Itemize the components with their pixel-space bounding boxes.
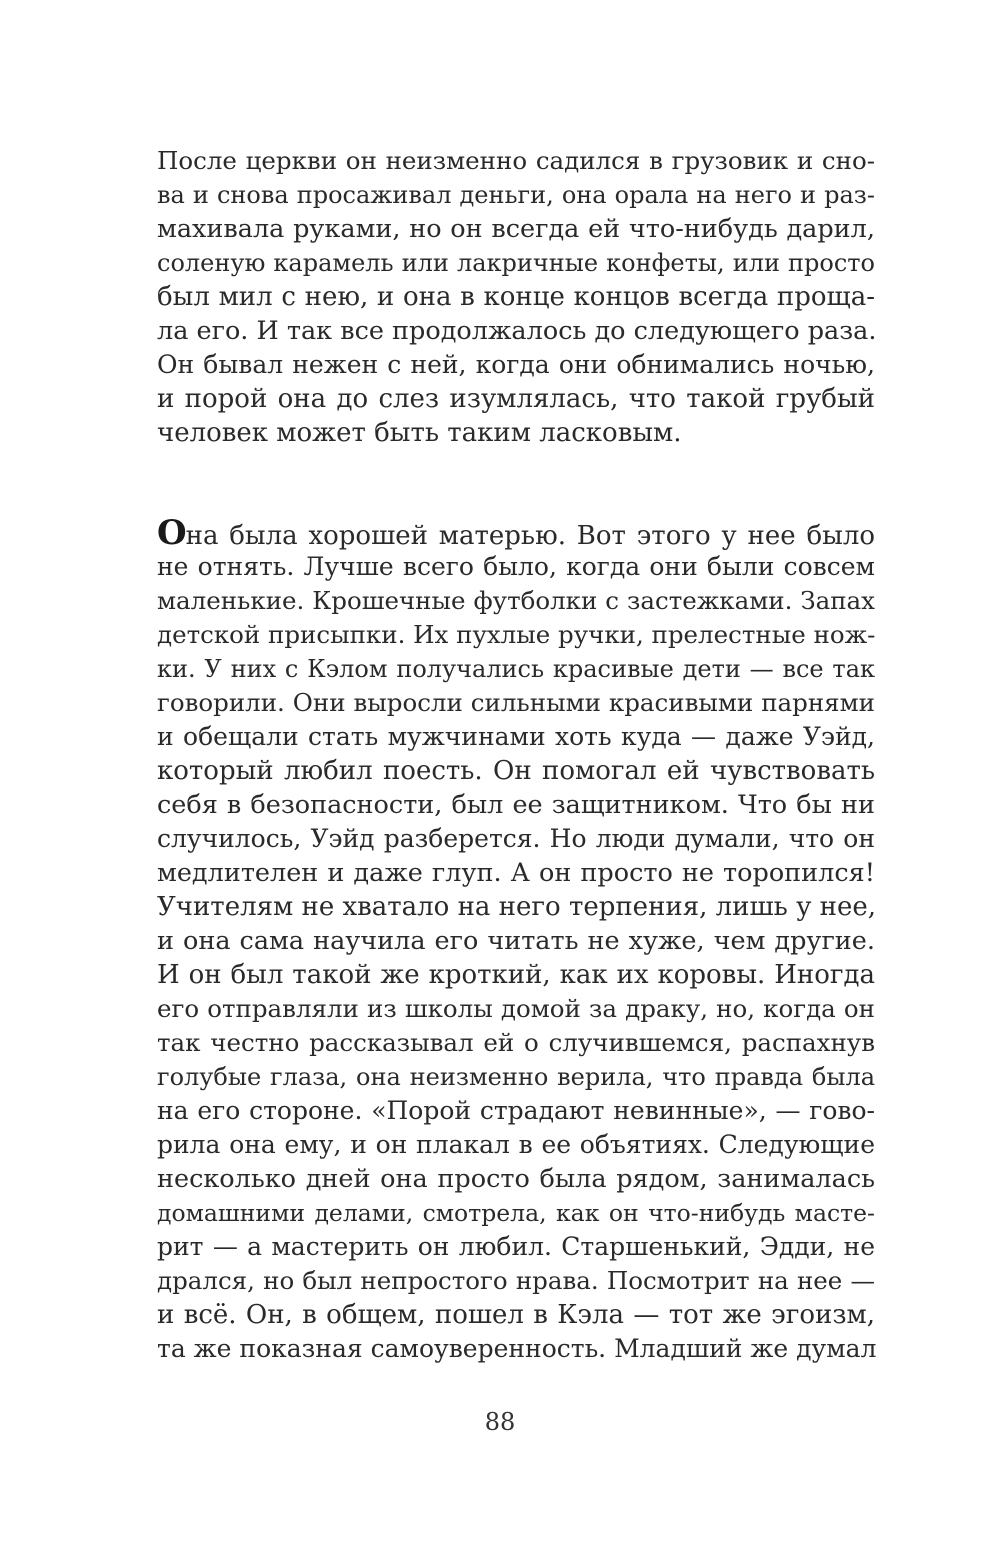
text-line: и порой она до слез изумлялась, что такой грубый	[157, 384, 875, 414]
text-line: себя в безопасности, был ее защитником. Что бы ни	[157, 790, 875, 820]
text-line: и обещали стать мужчинами хоть куда — даже Уэйд,	[157, 722, 875, 751]
text-line: его отправляли из школы домой за драку, но, когда он	[157, 994, 875, 1023]
text-line: домашними делами, смотрела, как он что-нибудь масте-	[157, 1199, 875, 1227]
text-line: рит — а мастерить он любил. Старшенький, Эдди, не	[157, 1232, 875, 1261]
text-line: Учителям не хватало на него терпения, лишь у нее,	[157, 892, 877, 922]
text-line: так честно рассказывал ей о случившемся, распахнув	[157, 1028, 875, 1057]
text-line: дрался, но был непростого нрава. Посмотрит на нее —	[157, 1266, 875, 1295]
text-line: И он был такой же кроткий, как их коровы. Иногда	[157, 960, 875, 990]
text-line: махивала руками, но он всегда ей что-нибудь дарил,	[157, 214, 875, 244]
text-line: говорили. Они выросли сильными красивыми парнями	[157, 688, 875, 717]
text-line: на его стороне. «Порой страдают невинные», — гово-	[157, 1096, 875, 1125]
text-line: рила она ему, и он плакал в ее объятиях. Следующие	[157, 1130, 875, 1159]
text-line: маленькие. Крошечные футболки с застежками. Запах	[157, 586, 875, 615]
text-line: детской присыпки. Их пухлые ручки, прелестные нож-	[157, 620, 876, 649]
text-line: После церкви он неизменно садился в грузовик и сно-	[157, 146, 875, 175]
drop-cap: О	[157, 513, 186, 553]
text-line: который любил поесть. Он помогал ей чувствовать	[157, 756, 875, 786]
text-line: ла его. И так все продолжалось до следующего раза.	[157, 316, 877, 346]
text-line: соленую карамель или лакричные конфеты, или просто	[157, 249, 875, 277]
text-line-first	[157, 513, 875, 553]
text-line: голубые глаза, она неизменно верила, что правда была	[157, 1063, 875, 1091]
text-line: и она сама научила его читать не хуже, чем другие.	[157, 926, 875, 956]
text-line: был мил с нею, и она в конце концов всегда проща-	[157, 282, 875, 312]
text-line: ки. У них с Кэлом получались красивые дети — все так	[157, 655, 875, 683]
text-line: медлителен и даже глуп. А он просто не торопился!	[157, 858, 875, 888]
text-line: и всё. Он, в общем, пошел в Кэла — тот же эгоизм,	[157, 1300, 875, 1330]
text-line: не отнять. Лучше всего было, когда они были совсем	[157, 552, 875, 581]
text-line: Он бывал нежен с ней, когда они обнимались ночью,	[157, 350, 875, 379]
text-line: случилось, Уэйд разберется. Но люди думали, что он	[157, 824, 875, 853]
text-line: человек может быть таким ласковым.	[157, 418, 682, 448]
text-line: та же показная самоуверенность. Младший же думал	[157, 1334, 877, 1363]
text-line: ва и снова просаживал деньги, она орала на него и раз-	[157, 181, 875, 209]
first-line-text: на была хорошей матерью. Вот этого у нее было	[185, 521, 875, 551]
text-line: несколько дней она просто была рядом, занималась	[157, 1164, 875, 1194]
page-number: 88	[484, 1408, 516, 1436]
